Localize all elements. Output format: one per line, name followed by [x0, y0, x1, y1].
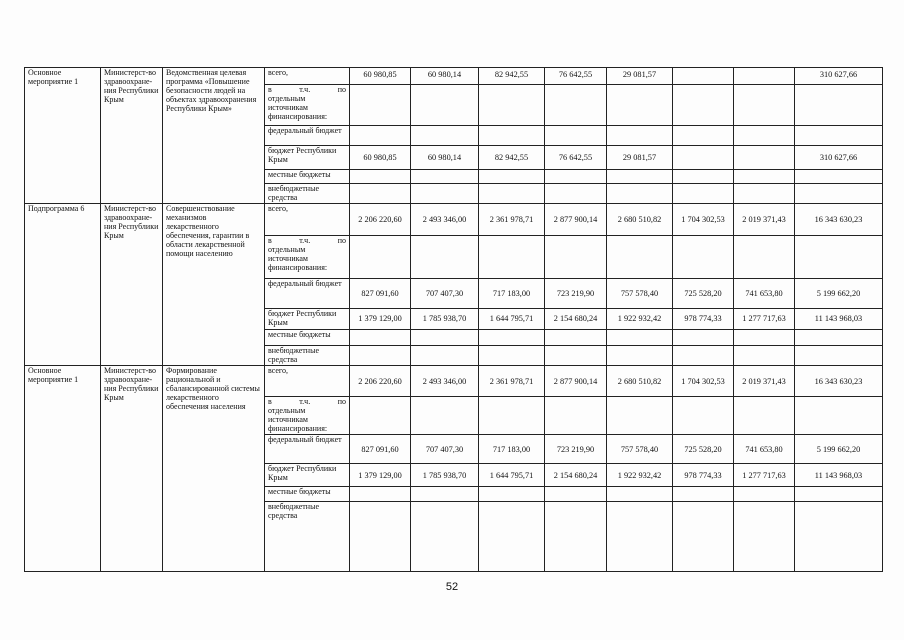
value-cell — [673, 487, 734, 501]
value-cell: 1 922 932,42 — [607, 309, 673, 329]
source-label-cell: бюджет Республики Крым — [265, 463, 350, 486]
value-cell — [734, 329, 795, 345]
value-cell — [479, 235, 545, 278]
value-cell — [795, 345, 883, 365]
incl-word: в — [268, 85, 272, 95]
table-row — [25, 68, 883, 85]
value-cell — [734, 126, 795, 146]
value-cell — [411, 184, 479, 204]
source-label-cell: бюджет Республики Крым — [265, 146, 350, 169]
value-cell: 827 091,60 — [350, 435, 411, 464]
table-row — [25, 366, 883, 397]
value-cell — [479, 126, 545, 146]
value-cell: 741 653,80 — [734, 278, 795, 309]
source-label-cell: внебюджетные средства — [265, 345, 350, 365]
value-cell: 76 642,55 — [545, 146, 607, 169]
value-cell: 16 343 630,23 — [795, 366, 883, 397]
value-cell — [673, 126, 734, 146]
source-label-cell: всего, — [265, 68, 350, 85]
source-label-cell: всего, — [265, 366, 350, 397]
value-cell — [673, 184, 734, 204]
value-cell: 2 154 680,24 — [545, 463, 607, 486]
source-label-cell: федеральный бюджет — [265, 126, 350, 146]
value-cell — [795, 487, 883, 501]
value-cell: 757 578,40 — [607, 278, 673, 309]
value-cell: 2 877 900,14 — [545, 366, 607, 397]
value-cell: 725 528,20 — [673, 278, 734, 309]
value-cell — [607, 487, 673, 501]
value-cell — [734, 396, 795, 435]
value-cell — [734, 146, 795, 169]
executor-cell: Министерст-во здравоохране-ния Республики Крым — [101, 366, 163, 572]
value-cell: 741 653,80 — [734, 435, 795, 464]
value-cell: 1 379 129,00 — [350, 463, 411, 486]
value-cell: 1 785 938,70 — [411, 309, 479, 329]
item-name-cell: Основное мероприятие 1 — [25, 366, 101, 572]
value-cell: 1 704 302,53 — [673, 204, 734, 236]
value-cell — [734, 68, 795, 85]
incl-word: по — [337, 85, 346, 95]
incl-word: по — [337, 396, 346, 406]
value-cell — [350, 396, 411, 435]
value-cell: 717 183,00 — [479, 278, 545, 309]
item-name-cell: Подпрограмма 6 — [25, 204, 101, 366]
value-cell — [673, 85, 734, 126]
value-cell: 2 154 680,24 — [545, 309, 607, 329]
value-cell: 310 627,66 — [795, 146, 883, 169]
value-cell: 1 785 938,70 — [411, 463, 479, 486]
value-cell — [607, 184, 673, 204]
executor-cell: Министерст-во здравоохране-ния Республики Крым — [101, 68, 163, 204]
value-cell: 723 219,90 — [545, 435, 607, 464]
value-cell: 2 019 371,43 — [734, 204, 795, 236]
value-cell — [607, 501, 673, 571]
value-cell — [479, 501, 545, 571]
value-cell — [734, 501, 795, 571]
value-cell — [607, 126, 673, 146]
value-cell — [479, 396, 545, 435]
value-cell — [411, 487, 479, 501]
value-cell: 1 644 795,71 — [479, 463, 545, 486]
value-cell — [673, 329, 734, 345]
source-label-cell: бюджет Республики Крым — [265, 309, 350, 329]
value-cell — [607, 396, 673, 435]
incl-rest-text: отдельным источникам финансирования: — [268, 244, 328, 272]
value-cell: 978 774,33 — [673, 309, 734, 329]
value-cell: 723 219,90 — [545, 278, 607, 309]
value-cell: 82 942,55 — [479, 146, 545, 169]
value-cell: 11 143 968,03 — [795, 463, 883, 486]
value-cell — [795, 329, 883, 345]
value-cell — [411, 85, 479, 126]
incl-label-cell — [265, 85, 350, 126]
value-cell — [795, 184, 883, 204]
value-cell: 978 774,33 — [673, 463, 734, 486]
value-cell — [411, 345, 479, 365]
value-cell — [734, 487, 795, 501]
value-cell: 2 680 510,82 — [607, 366, 673, 397]
value-cell — [673, 146, 734, 169]
value-cell — [734, 169, 795, 183]
measure-title-cell: Формирование рациональной и сбалансированной системы лекарственного обеспечения населения — [163, 366, 265, 572]
value-cell — [350, 126, 411, 146]
value-cell — [545, 85, 607, 126]
value-cell — [350, 169, 411, 183]
value-cell — [673, 68, 734, 85]
source-label-cell: местные бюджеты — [265, 329, 350, 345]
value-cell — [479, 487, 545, 501]
incl-word: в — [268, 396, 272, 406]
value-cell: 11 143 968,03 — [795, 309, 883, 329]
incl-label-cell — [265, 396, 350, 435]
value-cell: 29 081,57 — [607, 146, 673, 169]
value-cell — [545, 329, 607, 345]
value-cell — [479, 329, 545, 345]
value-cell: 1 277 717,63 — [734, 309, 795, 329]
value-cell: 1 379 129,00 — [350, 309, 411, 329]
value-cell — [795, 396, 883, 435]
measure-title-cell: Совершенствование механизмов лекарственного обеспечения, гарантии в области лекарственной помощи населению — [163, 204, 265, 366]
value-cell — [411, 235, 479, 278]
incl-label-cell — [265, 235, 350, 278]
value-cell: 60 980,14 — [411, 146, 479, 169]
value-cell: 60 980,85 — [350, 68, 411, 85]
value-cell: 5 199 662,20 — [795, 278, 883, 309]
value-cell: 2 019 371,43 — [734, 366, 795, 397]
executor-cell: Министерст-во здравоохране-ния Республики Крым — [101, 204, 163, 366]
value-cell: 2 361 978,71 — [479, 204, 545, 236]
value-cell — [545, 126, 607, 146]
value-cell: 2 206 220,60 — [350, 366, 411, 397]
value-cell — [795, 126, 883, 146]
value-cell: 1 277 717,63 — [734, 463, 795, 486]
value-cell — [607, 169, 673, 183]
value-cell — [350, 345, 411, 365]
value-cell: 2 493 346,00 — [411, 204, 479, 236]
value-cell — [411, 396, 479, 435]
value-cell: 29 081,57 — [607, 68, 673, 85]
value-cell — [673, 345, 734, 365]
value-cell: 5 199 662,20 — [795, 435, 883, 464]
value-cell — [673, 169, 734, 183]
value-cell — [607, 329, 673, 345]
value-cell: 2 206 220,60 — [350, 204, 411, 236]
source-label-cell: федеральный бюджет — [265, 278, 350, 309]
value-cell: 717 183,00 — [479, 435, 545, 464]
value-cell — [545, 235, 607, 278]
value-cell: 1 704 302,53 — [673, 366, 734, 397]
value-cell — [734, 85, 795, 126]
source-label-cell: всего, — [265, 204, 350, 236]
value-cell — [545, 345, 607, 365]
source-label-cell: федеральный бюджет — [265, 435, 350, 464]
value-cell — [545, 184, 607, 204]
value-cell — [350, 85, 411, 126]
value-cell — [411, 501, 479, 571]
value-cell: 76 642,55 — [545, 68, 607, 85]
value-cell: 16 343 630,23 — [795, 204, 883, 236]
value-cell — [479, 169, 545, 183]
value-cell: 82 942,55 — [479, 68, 545, 85]
value-cell: 827 091,60 — [350, 278, 411, 309]
measure-title-cell: Ведомственная целевая программа «Повышение безопасности людей на объектах здравоохранения Республики Крым» — [163, 68, 265, 204]
value-cell: 707 407,30 — [411, 278, 479, 309]
value-cell — [607, 235, 673, 278]
table-row — [25, 204, 883, 236]
value-cell — [479, 184, 545, 204]
value-cell — [479, 345, 545, 365]
value-cell — [673, 396, 734, 435]
value-cell — [350, 487, 411, 501]
value-cell — [350, 501, 411, 571]
value-cell: 757 578,40 — [607, 435, 673, 464]
incl-word: т.ч. — [299, 85, 311, 95]
value-cell — [607, 345, 673, 365]
value-cell — [411, 169, 479, 183]
value-cell: 2 361 978,71 — [479, 366, 545, 397]
value-cell: 1 922 932,42 — [607, 463, 673, 486]
value-cell — [673, 235, 734, 278]
source-label-cell: внебюджетные средства — [265, 501, 350, 571]
source-label-cell: местные бюджеты — [265, 169, 350, 183]
value-cell: 2 680 510,82 — [607, 204, 673, 236]
source-label-cell: местные бюджеты — [265, 487, 350, 501]
value-cell — [545, 501, 607, 571]
value-cell — [795, 85, 883, 126]
financing-table — [24, 67, 883, 572]
value-cell — [350, 329, 411, 345]
value-cell — [411, 126, 479, 146]
source-label-cell: внебюджетные средства — [265, 184, 350, 204]
value-cell — [795, 501, 883, 571]
value-cell — [479, 85, 545, 126]
item-name-cell: Основное мероприятие 1 — [25, 68, 101, 204]
value-cell — [545, 487, 607, 501]
value-cell — [607, 85, 673, 126]
value-cell — [734, 235, 795, 278]
value-cell — [545, 169, 607, 183]
value-cell — [350, 235, 411, 278]
value-cell — [673, 501, 734, 571]
value-cell: 1 644 795,71 — [479, 309, 545, 329]
page-number: 52 — [445, 581, 459, 593]
incl-word: т.ч. — [299, 396, 311, 406]
value-cell: 2 877 900,14 — [545, 204, 607, 236]
value-cell — [411, 329, 479, 345]
value-cell — [795, 169, 883, 183]
value-cell: 725 528,20 — [673, 435, 734, 464]
value-cell — [545, 396, 607, 435]
incl-rest-text: отдельным источникам финансирования: — [268, 94, 328, 122]
value-cell: 60 980,85 — [350, 146, 411, 169]
value-cell: 2 493 346,00 — [411, 366, 479, 397]
value-cell: 310 627,66 — [795, 68, 883, 85]
incl-rest-text: отдельным источникам финансирования: — [268, 405, 328, 433]
value-cell: 707 407,30 — [411, 435, 479, 464]
value-cell — [734, 184, 795, 204]
value-cell: 60 980,14 — [411, 68, 479, 85]
value-cell — [734, 345, 795, 365]
value-cell — [795, 235, 883, 278]
incl-word: т.ч. — [299, 235, 311, 245]
value-cell — [350, 184, 411, 204]
incl-word: в — [268, 235, 272, 245]
incl-word: по — [337, 235, 346, 245]
